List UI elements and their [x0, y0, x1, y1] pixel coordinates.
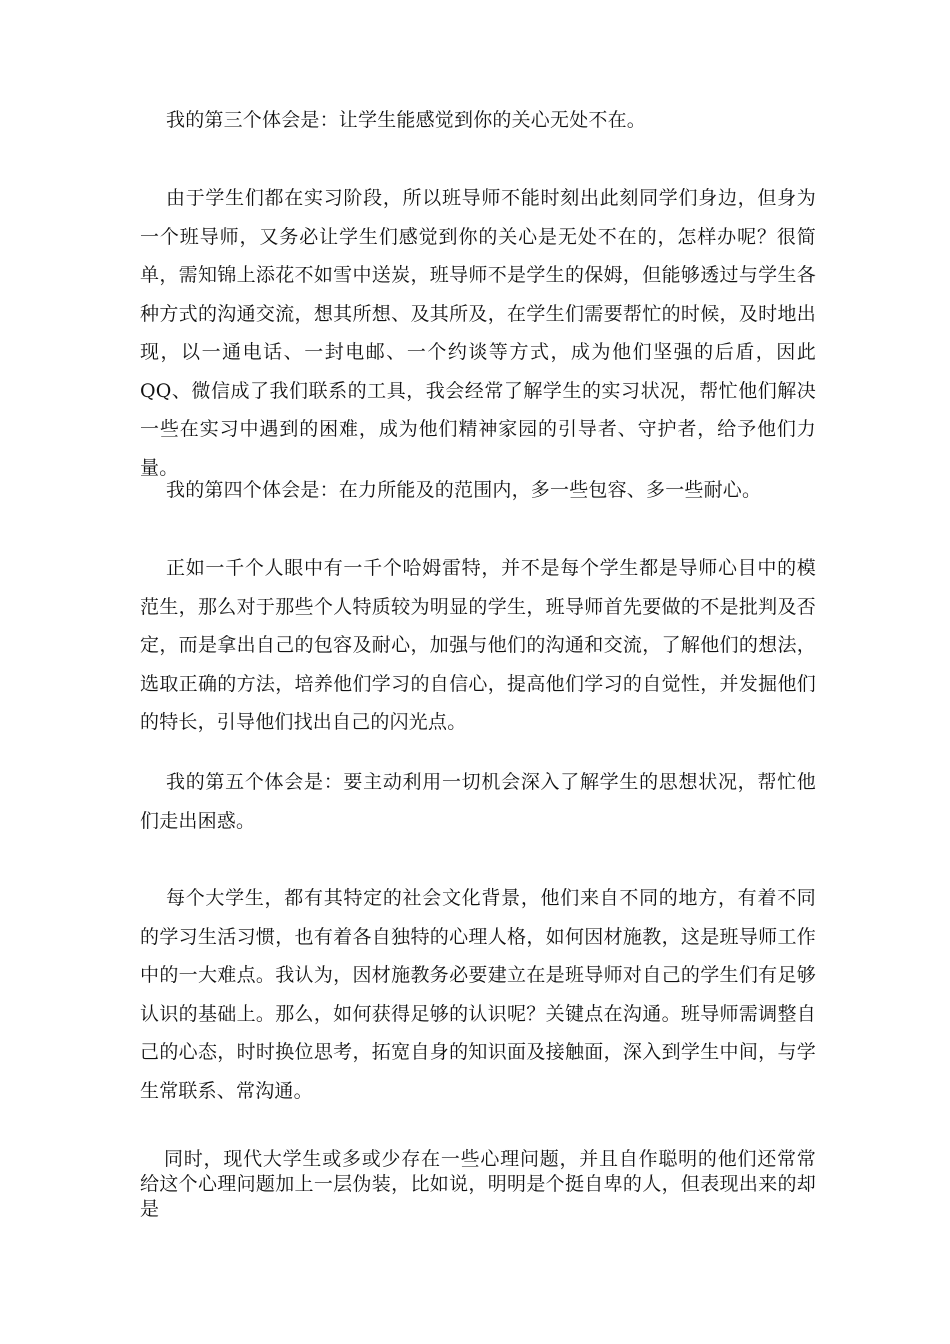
paragraph-fourth-insight-body: 正如一千个人眼中有一千个哈姆雷特，并不是每个学生都是导师心目中的模范生，那么对于那些个人特质较为明显的学生，班导师首先要做的不是批判及否定，而是拿出自己的包容及耐心，加强与他们的沟通和交流，了解他们的想法，选取正确的方法，培养他们学习的自信心，提高他们学习的自觉性，并发掘他们的特长，引导他们找出自己的闪光点。 — [140, 557, 816, 733]
paragraph-fifth-insight-heading: 我的第五个体会是：要主动利用一切机会深入了解学生的思想状况，帮忙他们走出困惑。 — [140, 771, 816, 832]
paragraph-fifth-insight-body: 每个大学生，都有其特定的社会文化背景，他们来自不同的地方，有着不同的学习生活习惯，也有着各自独特的心理人格，如何因材施教，这是班导师工作中的一大难点。我认为，因材施教务必要建立在是班导师对自己的学生们有足够认识的基础上。那么，如何获得足够的认识呢？关键点在沟通。班导师需调整自己的心态，时时换位思考，拓宽自身的知识面及接触面，深入到学生中间，与学生常联系、常沟通。 — [140, 887, 816, 1102]
paragraph-psychology-issues: 同时，现代大学生或多或少存在一些心理问题，并且自作聪明的他们还常常给这个心理问题加上一层伪装，比如说，明明是个挺自卑的人，但表现出来的却是 — [140, 1148, 816, 1220]
paragraph-fourth-insight-heading: 我的第四个体会是：在力所能及的范围内，多一些包容、多一些耐心。 — [166, 479, 762, 501]
paragraph-third-insight-body: 由于学生们都在实习阶段，所以班导师不能时刻出此刻同学们身边，但身为一个班导师，又务必让学生们感觉到你的关心是无处不在的，怎样办呢？很简单，需知锦上添花不如雪中送炭，班导师不是学生的保姆，但能够透过与学生各种方式的沟通交流，想其所想、及其所及，在学生们需要帮忙的时候，及时地出现，以一通电话、一封电邮、一个约谈等方式，成为他们坚强的后盾，因此QQ、微信成了我们联系的工具，我会经常了解学生的实习状况，帮忙他们解决一些在实习中遇到的困难，成为他们精神家园的引导者、守护者，给予他们力量。 — [140, 187, 816, 479]
paragraph-third-insight-heading: 我的第三个体会是：让学生能感觉到你的关心无处不在。 — [166, 109, 647, 131]
